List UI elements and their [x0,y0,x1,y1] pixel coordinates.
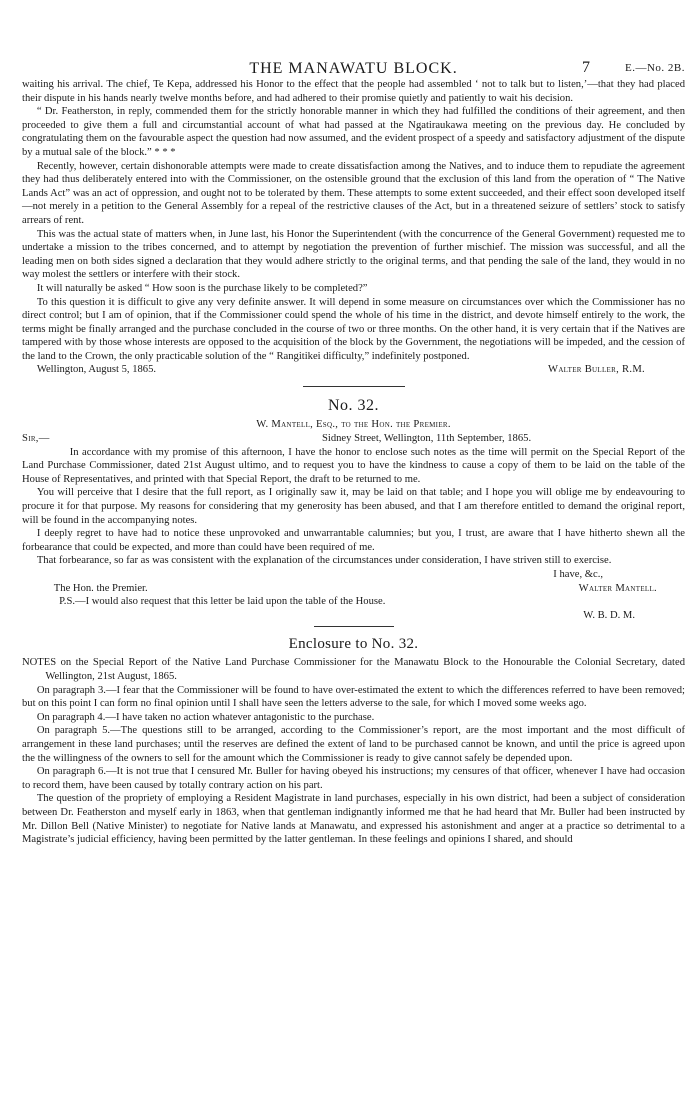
letter-paragraph: I deeply regret to have had to notice these unprovoked and unwarrantable calumnies; but you, I trust, are aware that I have hitherto shewn all the forbearance that could be expected, and more than could have been required of me. [22,528,685,553]
body-paragraph: This was the actual state of matters when, in June last, his Honor the Superintendent (with the concurrence of the General Government) requested me to undertake a mission to the tribes concerned, and to attempt by negotiation the prevention of further mischief. The mission was successful, and all the leading men on both sides signed a declaration that they would adhere strictly to the original terms, and that pending the sale of the land, they would in no way molest the settlers or interfere with their stock. [22,228,685,281]
letter-paragraph: You will perceive that I desire that the full report, as I originally saw it, may be laid on that table; and I hope you will oblige me by endeavouring to procure it for that purpose. My reasons for considering that my generosity has been abused, and that I am therefore entitled to demand the original report, will be found in the accompanying notes. [22,487,685,526]
body-paragraph: “ Dr. Featherston, in reply, commended them for the strictly honorable manner in which they had fulfilled the conditions of their agreement, and then proceeded to give them a full and circumstantial account of what had passed at the Ngatiraukawa meeting on the previous day. He concluded by congratulating them on the favourable aspect the question had now assumed, and the evident prospect of a speedy and satisfactory adjustment of the dispute by a mutual sale of the block.” * * * [22,106,685,158]
enclosure-title: Enclosure to No. 32. [288,636,419,653]
body-paragraph: It will naturally be asked “ How soon is the purchase likely to be completed?” [36,282,368,294]
letter-paragraph: In accordance with my promise of this afternoon, I have the honor to enclose such notes as the time will permit on the Special Report of the Land Purchase Commissioner, dated 21st August ultimo, and to request you to have the kindness to cause a copy of them to be laid on the table of the House of Representatives, and printed with that Special Report, the draft to be returned to me. [22,446,685,485]
enclosure-paragraph: On paragraph 4.—I have taken no action whatever antagonistic to the purchase. [36,711,375,723]
report-body [22,78,685,377]
enclosure-paragraph: On paragraph 3.—I fear that the Commissioner will be found to have over-estimated the extent to which the differences referred to have been removed; but on this point I can form no final opinion until I shall have seen the letters adverse to the sale, for which I moved some weeks ago. [22,684,685,710]
letter-signature: Walter Mantell. [578,582,657,594]
notes-intro-text: on the Special Report of the Native Land Purchase Commissioner for the Manawatu Block to the Honourable the Colonial Secretary, dated Wellington, 21st August, 1865. [45,657,685,682]
letter-initials: W. B. D. M. [583,609,635,621]
body-paragraph: waiting his arrival. The chief, Te Kepa, addressed his Honor to the effect that the people had assembled ‘ not to talk but to listen,’—that they had placed their dispute in his hands nearly twelve months before, and had adhered to their promise quietly and patiently to wait his decision. [22,79,685,104]
letter-section [22,396,685,622]
body-paragraph: Recently, however, certain dishonorable attempts were made to create dissatisfaction among the Natives, and to induce them to repudiate the agreement they had thus deliberately entered into with the Commissioner, on the ostensible ground that the exclusion of this land from the operation of “ The Native Lands Act” was an act of oppression, and ought not to be tolerated by them. These attempts to some extent succeeded, and their effect soon developed itself—not merely in a petition to the General Assembly for a repeal of the restrictive clauses of the Act, but in a threatened seizure of settlers’ stock to satisfy arrears of rent. [22,160,685,226]
letter-postscript: P.S.—I would also request that this letter be laid upon the table of the House. [59,596,386,608]
section-divider [314,626,394,627]
running-title: THE MANAWATU BLOCK. [249,60,458,77]
report-signature: Walter Buller, R.M. [548,364,645,376]
enclosure-section [22,635,685,846]
page-number: 7 [582,59,590,76]
letter-signature-row [22,582,685,596]
letter-paragraph: That forbearance, so far as was consistent with the explanation of the circumstances under consideration, I have striven still to exercise. [36,555,612,567]
section-divider [303,386,405,387]
letter-address-row [22,432,685,446]
enclosure-paragraph: On paragraph 5.—The questions still to be arranged, according to the Commissioner’s report, are the most important and the most difficult of arrangement in these land purchases; until the reserves are defined the extent of land to be purchased cannot be known, and until the price is agreed upon the the willingness of the owners to sell for the amount which the Commissioner is ready to give cannot safely be depended upon. [22,725,685,764]
letter-addressee: The Hon. the Premier. [53,582,148,594]
enclosure-paragraph: On paragraph 6.—It is not true that I censured Mr. Buller for having obeyed his instructions; my censures of that officer, whenever I have had occasion to record them, have been caused by totally contrary action on his part. [22,766,685,791]
document-reference: E.—No. 2B. [625,62,685,74]
notes-lead: NOTES [22,657,57,669]
enclosure-notes-intro [22,656,685,683]
letter-salutation: Sir,— [22,433,50,445]
body-paragraph: To this question it is difficult to give any very definite answer. It will depend in some measure on circumstances over which the Commissioner has no direct control; but I am of opinion, that if the Commissioner could spend the whole of his time in the district, and devote himself entirely to the work, the terms might be finally arranged and the purchase concluded in the course of two or three months. On the other hand, it is very certain that if the Natives are tampered with by those whose interests are opposed to the acquisition of the block by the Government, the negotiations will be impeded, and the cession of the land to the Crown, the only practicable solution of the “ Rangitikei difficulty,” indefinitely postponed. [22,296,685,362]
letter-closing: I have, &c., [553,569,603,580]
page-header [22,0,685,77]
letter-heading: No. 32. [327,397,380,415]
letter-subheading: W. Mantell, Esq., to the Hon. the Premier. [256,419,451,431]
letter-address-date: Sidney Street, Wellington, 11th September, 1865. [322,433,532,445]
enclosure-paragraph: The question of the propriety of employing a Resident Magistrate in land purchases, especially in his own district, had been a subject of consideration between Dr. Featherston and myself early in 1863, when that gentleman indignantly informed me that he had heard that Mr. Buller had been instructed by Mr. Dillon Bell (Native Minister) to negotiate for Native lands at Manawatu, and expressed his astonishment and anger at a practice so detrimental to a Magistrate’s judicial efficiency, having been permitted by the latter gentleman. In these feelings and opinions I shared, and should [22,793,685,846]
report-sign-off [22,363,685,377]
report-place-date: Wellington, August 5, 1865. [36,364,157,376]
